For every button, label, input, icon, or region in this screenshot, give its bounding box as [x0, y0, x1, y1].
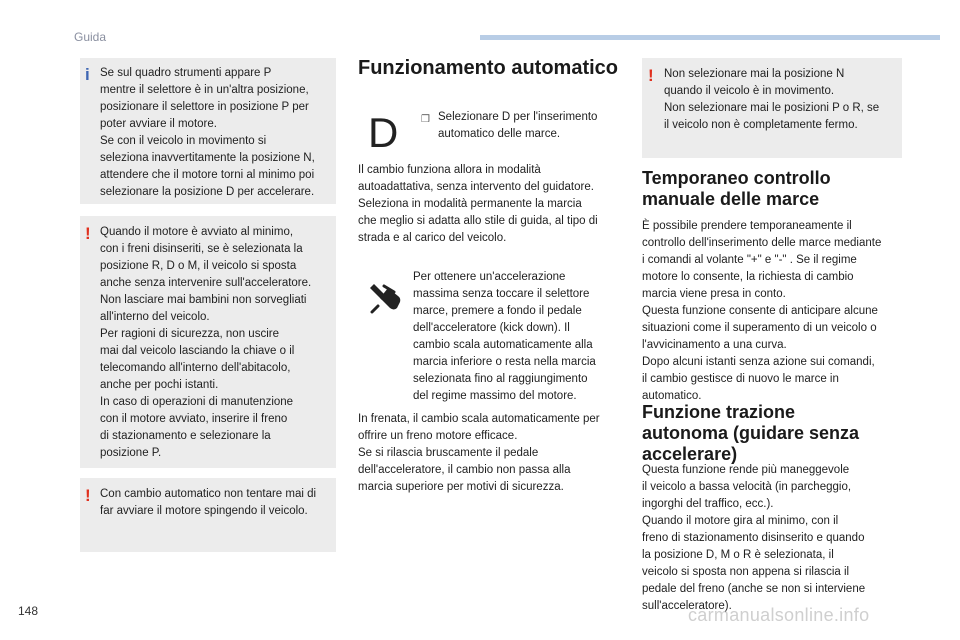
text-line: anche senza intervenire sull'acceleratore. — [100, 277, 312, 289]
text-line: posizionare il selettore in posizione P per — [100, 101, 309, 113]
text-line: di stazionamento e selezionare la — [100, 430, 271, 442]
text-line: marcia inferiore o resta nella marcia — [413, 356, 596, 368]
text-line: Funzione trazione — [642, 402, 795, 422]
text-line: Se con il veicolo in movimento si — [100, 135, 267, 147]
text-line: quando il veicolo è in movimento. — [664, 85, 835, 97]
section-title-automatic: Funzionamento automatico — [358, 57, 618, 79]
text-line: Seleziona in modalità permanente la marcia — [358, 198, 582, 210]
text-line: veicolo si sposta non appena si rilascia il — [642, 566, 850, 578]
warning-icon: ! — [85, 224, 91, 243]
text-line: la posizione D, M o R è selezionata, il — [642, 549, 834, 561]
text-line: con il motore avviato, inserire il freno — [100, 413, 288, 425]
warning-note-motor-text — [100, 224, 330, 462]
warning-note-motor — [80, 216, 336, 468]
text-line: automatico. — [642, 390, 702, 402]
text-line: autonoma (guidare senza — [642, 423, 860, 443]
info-icon: i — [85, 65, 90, 84]
text-line: ingorghi del traffico, ecc.). — [642, 498, 774, 510]
text-line: all'interno del veicolo. — [100, 311, 210, 323]
text-line: strada e al carico del veicolo. — [358, 232, 507, 244]
text-line: In frenata, il cambio scala automaticamente per — [358, 413, 600, 425]
text-line: Quando il motore gira al minimo, con il — [642, 515, 839, 527]
section-title-manual — [642, 168, 912, 210]
warning-note-positions — [642, 58, 902, 158]
text-line: pedale del freno (anche se non si interviene — [642, 583, 866, 595]
step-select-d — [438, 109, 638, 143]
text-line: il veicolo a bassa velocità (in parcheggio, — [642, 481, 852, 493]
text-line: Non lasciare mai bambini non sorvegliati — [100, 294, 307, 306]
section-title-creeping — [642, 402, 917, 465]
text-line: Dopo alcuni istanti senza azione sui comandi, — [642, 356, 875, 368]
text-line: che meglio si adatta allo stile di guida, al tipo di — [358, 215, 598, 227]
text-line: automatico delle marce. — [438, 128, 561, 140]
text-line: mentre il selettore è in un'altra posizione, — [100, 84, 309, 96]
text-line: Per ragioni di sicurezza, non uscire — [100, 328, 279, 340]
paragraph-autoadaptive — [358, 162, 628, 247]
text-line: i comandi al volante "+" e "-" . Se il regime — [642, 254, 857, 266]
text-line: telecomando all'interno dell'abitacolo, — [100, 362, 291, 374]
text-line: il veicolo non è completamente fermo. — [664, 119, 858, 131]
text-line: È possibile prendere temporaneamente il — [642, 220, 852, 232]
text-line: marcia superiore per motivi di sicurezza. — [358, 481, 564, 493]
hand-pointer-icon — [364, 278, 404, 314]
text-line: Il cambio funziona allora in modalità — [358, 164, 541, 176]
text-line: Quando il motore è avviato al minimo, — [100, 226, 294, 238]
text-line: controllo dell'inserimento delle marce mediante — [642, 237, 882, 249]
text-line: cambio scala automaticamente alla — [413, 339, 593, 351]
text-line: massima senza toccare il selettore — [413, 288, 590, 300]
text-line: dell'acceleratore, il cambio non passa alla — [358, 464, 571, 476]
text-line: situazioni come il superamento di un veicolo o — [642, 322, 877, 334]
text-line: seleziona inavvertitamente la posizione N, — [100, 152, 315, 164]
text-line: Questa funzione consente di anticipare alcune — [642, 305, 878, 317]
text-line: posizione R, D o M, il veicolo si sposta — [100, 260, 297, 272]
info-note-text — [100, 65, 330, 201]
text-line: l'avvicinamento a una curva. — [642, 339, 787, 351]
header-bar — [480, 35, 940, 40]
text-line: con i freni disinseriti, se è selezionata la — [100, 243, 303, 255]
text-line: il cambio gestisce di nuovo le marce in — [642, 373, 839, 385]
text-line: Se si rilascia bruscamente il pedale — [358, 447, 539, 459]
warning-note-push-start — [80, 478, 336, 552]
warning-icon: ! — [85, 486, 91, 505]
text-line: Temporaneo controllo — [642, 168, 831, 188]
warning-note-push-start-text — [100, 486, 330, 520]
text-line: offrire un freno motore efficace. — [358, 430, 518, 442]
text-line: Selezionare D per l'inserimento — [438, 111, 598, 123]
info-note — [80, 58, 336, 204]
text-line: posizione P. — [100, 447, 162, 459]
text-line: del regime massimo del motore. — [413, 390, 577, 402]
text-line: sull'acceleratore). — [642, 600, 732, 612]
text-line: Questa funzione rende più maneggevole — [642, 464, 850, 476]
text-line: Non selezionare mai la posizione N — [664, 68, 845, 80]
text-line: anche per pochi istanti. — [100, 379, 219, 391]
text-line: manuale delle marce — [642, 189, 820, 209]
paragraph-braking — [358, 411, 633, 496]
page-number: 148 — [18, 604, 39, 618]
text-line: freno di stazionamento disinserito e quando — [642, 532, 865, 544]
section-label: Guida — [74, 30, 107, 44]
text-line: In caso di operazioni di manutenzione — [100, 396, 294, 408]
text-line: Non selezionare mai le posizioni P o R, se — [664, 102, 880, 114]
text-line: autoadattativa, senza intervento del guidatore. — [358, 181, 594, 193]
text-line: Con cambio automatico non tentare mai di — [100, 488, 317, 500]
text-line: far avviare il motore spingendo il veicolo. — [100, 505, 308, 517]
text-line: mai dal veicolo lasciando la chiave o il — [100, 345, 295, 357]
warning-note-positions-text — [664, 66, 896, 134]
text-line: selezionare la posizione D per accelerare. — [100, 186, 315, 198]
text-line: dell'acceleratore (kick down). Il — [413, 322, 570, 334]
text-line: marce, premere a fondo il pedale — [413, 305, 582, 317]
text-line: accelerare) — [642, 444, 738, 464]
text-line: selezionata fino al raggiungimento — [413, 373, 588, 385]
text-line: poter avviare il motore. — [100, 118, 217, 130]
paragraph-creeping — [642, 462, 917, 615]
warning-icon: ! — [648, 66, 654, 85]
gear-d-icon: D — [368, 109, 399, 156]
bullet-icon: ❒ — [421, 114, 430, 125]
paragraph-manual-control — [642, 218, 917, 405]
watermark: carmanualsonline.info — [688, 605, 870, 625]
text-line: Per ottenere un'accelerazione — [413, 271, 566, 283]
text-line: attendere che il motore torni al minimo poi — [100, 169, 315, 181]
text-line: marcia viene presa in conto. — [642, 288, 786, 300]
paragraph-kickdown — [413, 269, 628, 405]
text-line: Se sul quadro strumenti appare P — [100, 67, 272, 79]
text-line: motore lo consente, la richiesta di cambio — [642, 271, 854, 283]
